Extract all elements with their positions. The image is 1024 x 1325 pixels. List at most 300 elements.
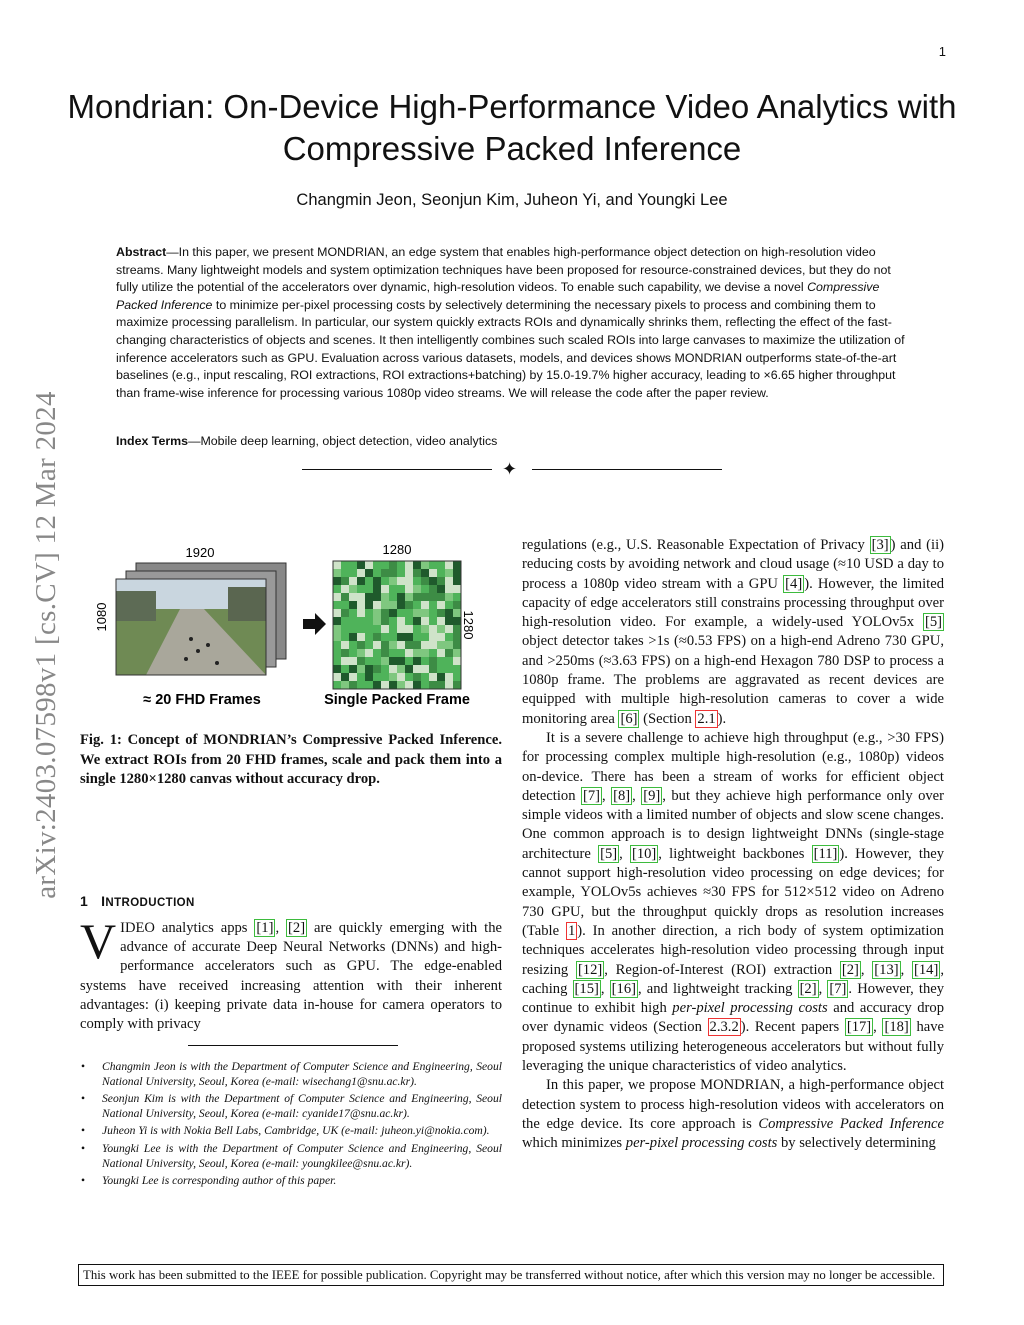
packed-roi-tile: [389, 649, 397, 657]
citation-link[interactable]: [7]: [829, 980, 847, 997]
packed-roi-tile: [389, 561, 397, 569]
packed-roi-tile: [421, 681, 429, 689]
packed-roi-tile: [373, 609, 381, 617]
packed-roi-tile: [453, 665, 461, 673]
packed-roi-tile: [429, 641, 437, 649]
packed-roi-tile: [405, 681, 413, 689]
packed-roi-tile: [341, 561, 349, 569]
body-text: In this paper, we propose M: [546, 1077, 714, 1094]
packed-roi-tile: [333, 577, 341, 585]
packed-roi-tile: [349, 681, 357, 689]
packed-roi-tile: [373, 649, 381, 657]
packed-roi-tile: [373, 633, 381, 641]
packed-roi-tile: [421, 577, 429, 585]
packed-roi-tile: [405, 657, 413, 665]
packed-roi-tile: [397, 569, 405, 577]
packed-roi-tile: [365, 641, 373, 649]
packed-roi-tile: [421, 625, 429, 633]
divider-diamond-icon: ✦: [502, 459, 518, 479]
packed-roi-tile: [429, 665, 437, 673]
packed-roi-tile: [389, 569, 397, 577]
packed-roi-tile: [333, 601, 341, 609]
packed-roi-tile: [333, 585, 341, 593]
packed-roi-tile: [389, 617, 397, 625]
packed-roi-tile: [389, 601, 397, 609]
packed-roi-tile: [357, 577, 365, 585]
citation-link[interactable]: [3]: [871, 537, 889, 553]
packed-roi-tile: [365, 657, 373, 665]
section-title-initial: I: [101, 893, 106, 909]
figure-1: [80, 537, 504, 717]
packed-roi-tile: [381, 649, 389, 657]
abstract-term: Compressive Packed Inference: [116, 280, 880, 312]
abstract-text: to minimize per-pixel processing costs by selectively determining the necessary pixels to process and combining them to maximize processing parallelism. In particular, our system quickly extracts ROIs and dynamically shrinks them, reflecting the effect of the fast-changing characteristics of objects and scenes. It then intelligently combines such scaled ROIs into large canvases to maximize the utilization of inference accelerators such as GPU. Evaluation across various datasets, models, and devices shows M: [116, 297, 905, 365]
packed-roi-tile: [397, 577, 405, 585]
packed-roi-tile: [453, 673, 461, 681]
abstract-text: —In this paper, we present M: [166, 245, 328, 259]
intro-text: are quickly emerging with the advance of accurate Deep Neural Networks (DNNs) and high-performance accelerators such as GPU. The edge-enabled systems have received increasing attention with their inherent advantages: (i) keeping private data in-house for camera operators to comply with privacy: [80, 920, 502, 1033]
body-text: ,: [619, 845, 630, 862]
packed-roi-tile: [437, 649, 445, 657]
citation-link[interactable]: [9]: [643, 787, 661, 804]
packed-roi-tile: [413, 633, 421, 641]
packed-roi-tile: [389, 585, 397, 593]
packed-roi-tile: [381, 577, 389, 585]
section-title-rest: NTRODUCTION: [105, 897, 195, 909]
body-text: , and lightweight tracking: [637, 980, 798, 997]
packed-roi-tile: [445, 561, 453, 569]
packed-roi-tile: [445, 625, 453, 633]
body-text: ,: [601, 787, 612, 804]
packed-roi-tile: [413, 681, 421, 689]
packed-roi-tile: [349, 617, 357, 625]
footnote-rule: [188, 1045, 398, 1046]
packed-roi-tile: [405, 617, 413, 625]
packed-roi-tile: [397, 681, 405, 689]
packed-roi-tile: [437, 617, 445, 625]
packed-roi-tile: [349, 577, 357, 585]
packed-roi-tile: [437, 665, 445, 673]
packed-roi-tile: [413, 657, 421, 665]
packed-roi-tile: [381, 681, 389, 689]
packed-roi-tile: [445, 657, 453, 665]
packed-roi-tile: [373, 641, 381, 649]
packed-roi-tile: [413, 569, 421, 577]
packed-roi-tile: [341, 569, 349, 577]
packed-roi-tile: [405, 633, 413, 641]
packed-roi-tile: [429, 633, 437, 641]
packed-roi-tile: [453, 633, 461, 641]
packed-roi-tile: [445, 577, 453, 585]
arxiv-identifier: arXiv:2403.07598v1 [cs.CV] 12 Mar 2024: [30, 391, 62, 899]
packed-roi-tile: [397, 641, 405, 649]
packed-roi-tile: [405, 585, 413, 593]
packed-roi-tile: [365, 569, 373, 577]
packed-roi-tile: [445, 585, 453, 593]
section-number: 1: [80, 893, 89, 909]
packed-roi-tile: [381, 593, 389, 601]
packed-roi-tile: [405, 577, 413, 585]
packed-roi-tile: [429, 625, 437, 633]
packed-roi-tile: [437, 625, 445, 633]
packed-roi-tile: [349, 625, 357, 633]
packed-roi-tile: [341, 641, 349, 649]
body-text: and accuracy drop over dynamic videos (Section: [522, 1000, 944, 1036]
body-text: by selectively determining: [777, 1135, 936, 1152]
intro-first-word: IDEO: [120, 920, 155, 936]
packed-roi-tile: [389, 657, 397, 665]
citation-link[interactable]: [18]: [884, 1019, 909, 1036]
body-text: ,: [873, 1019, 883, 1036]
arrow-right-icon: [303, 613, 326, 635]
packed-roi-tile: [349, 593, 357, 601]
packed-roi-tile: [405, 625, 413, 633]
packed-roi-tile: [373, 593, 381, 601]
packed-roi-tile: [453, 577, 461, 585]
packed-roi-tile: [453, 593, 461, 601]
section-link[interactable]: 2.1: [697, 710, 716, 727]
footnote-item: • Youngki Lee is corresponding author of this paper.: [80, 1174, 502, 1189]
packed-roi-tile: [389, 673, 397, 681]
abstract-label: Abstract: [116, 245, 167, 259]
system-name: ONDRIAN: [684, 350, 743, 365]
packed-roi-tile: [413, 617, 421, 625]
packed-roi-tile: [389, 593, 397, 601]
packed-roi-tile: [381, 561, 389, 569]
packed-roi-tile: [381, 665, 389, 673]
packed-roi-tile: [421, 649, 429, 657]
packed-roi-tile: [453, 609, 461, 617]
author-list: Changmin Jeon, Seonjun Kim, Juheon Yi, and Youngki Lee: [296, 191, 728, 209]
packed-roi-tile: [445, 633, 453, 641]
packed-roi-tile: [421, 601, 429, 609]
packed-roi-tile: [453, 649, 461, 657]
body-text: ,: [818, 980, 828, 997]
packed-roi-tile: [405, 601, 413, 609]
packed-roi-tile: [429, 585, 437, 593]
packed-roi-tile: [421, 633, 429, 641]
packed-roi-tile: [333, 673, 341, 681]
packed-roi-tile: [373, 569, 381, 577]
body-text: ,: [632, 787, 642, 804]
packed-roi-tile: [421, 609, 429, 617]
right-width-label: 1280: [382, 542, 412, 557]
packed-roi-tile: [381, 609, 389, 617]
packed-roi-tile: [365, 593, 373, 601]
packed-roi-tile: [373, 625, 381, 633]
packed-roi-tile: [437, 641, 445, 649]
system-name: ONDRIAN: [713, 1077, 781, 1094]
packed-roi-tile: [429, 609, 437, 617]
packed-roi-tile: [333, 681, 341, 689]
packed-roi-tile: [413, 649, 421, 657]
packed-roi-tile: [397, 585, 405, 593]
packed-roi-tile: [437, 585, 445, 593]
packed-roi-tile: [413, 601, 421, 609]
citation-link[interactable]: [12]: [577, 961, 603, 978]
left-width-label: 1920: [185, 545, 215, 560]
system-name: ONDRIAN: [217, 732, 287, 748]
packed-roi-tile: [349, 569, 357, 577]
section-link[interactable]: 2.3.2: [709, 1019, 739, 1036]
packed-roi-tile: [421, 561, 429, 569]
packed-roi-tile: [381, 633, 389, 641]
body-text: , but they achieve high performance only over simple videos with a limited number of objects and slow scene changes. One common approach is to design lightweight DNNs (single-stage architecture: [522, 787, 945, 862]
packed-roi-tile: [445, 665, 453, 673]
packed-roi-tile: [365, 577, 373, 585]
packed-roi-tile: [333, 609, 341, 617]
packed-roi-tile: [349, 609, 357, 617]
packed-roi-tile: [341, 673, 349, 681]
packed-roi-tile: [365, 561, 373, 569]
packed-roi-tile: [333, 617, 341, 625]
packed-roi-tile: [349, 649, 357, 657]
packed-roi-tile: [365, 617, 373, 625]
packed-roi-tile: [413, 609, 421, 617]
packed-roi-tile: [373, 657, 381, 665]
packed-roi-tile: [421, 569, 429, 577]
packed-roi-tile: [349, 561, 357, 569]
citation-link[interactable]: [8]: [613, 787, 631, 804]
packed-roi-tile: [413, 673, 421, 681]
packed-roi-tile: [445, 609, 453, 617]
body-paragraph: [522, 1076, 944, 1153]
packed-roi-tile: [421, 585, 429, 593]
abstract: [116, 244, 916, 402]
body-text: regulations (e.g., U.S. Reasonable Expectation of Privacy: [522, 537, 870, 553]
body-text: ). Recent papers: [740, 1019, 845, 1036]
packed-frame: [333, 561, 461, 689]
packed-roi-tile: [333, 633, 341, 641]
citation-link[interactable]: [2]: [799, 980, 817, 997]
packed-roi-tile: [445, 673, 453, 681]
packed-roi-tile: [365, 681, 373, 689]
packed-roi-tile: [381, 657, 389, 665]
packed-roi-tile: [429, 577, 437, 585]
packed-roi-tile: [437, 601, 445, 609]
packed-roi-tile: [365, 649, 373, 657]
packed-roi-tile: [397, 673, 405, 681]
citation-link[interactable]: [16]: [611, 980, 636, 997]
packed-roi-tile: [357, 633, 365, 641]
body-text: , Region-of-Interest (ROI) extraction: [604, 961, 840, 978]
packed-roi-tile: [357, 673, 365, 681]
packed-roi-tile: [373, 585, 381, 593]
stacked-frame-front: [116, 579, 266, 675]
packed-roi-tile: [341, 593, 349, 601]
packed-roi-tile: [397, 561, 405, 569]
packed-roi-tile: [405, 673, 413, 681]
packed-roi-tile: [421, 673, 429, 681]
citation-link[interactable]: [5]: [924, 614, 942, 631]
packed-roi-tile: [357, 601, 365, 609]
packed-roi-tile: [357, 609, 365, 617]
packed-roi-tile: [357, 585, 365, 593]
packed-roi-tile: [437, 681, 445, 689]
packed-roi-tile: [405, 665, 413, 673]
body-text: object detector takes >1s (≈0.53 FPS) on a high-end Adreno 730 GPU, and >250ms (≈3.63 FPS) on a high-end Hexagon 780 DSP to process a 1080p frame. The problems are aggravated as recent devices are equipped with multiple high-resolution cameras to cover a wide monitoring area: [522, 633, 944, 727]
citation-link[interactable]: [2]: [841, 961, 859, 978]
packed-roi-tile: [421, 657, 429, 665]
right-column: [522, 536, 944, 1154]
packed-roi-tile: [365, 633, 373, 641]
packed-roi-tile: [429, 601, 437, 609]
packed-roi-tile: [389, 577, 397, 585]
packed-roi-tile: [429, 681, 437, 689]
packed-roi-tile: [405, 649, 413, 657]
footnote-item: • Changmin Jeon is with the Department of Computer Science and Engineering, Seoul National University, Seoul, Korea (e-mail: wisechang1@snu.ac.kr).: [80, 1060, 502, 1089]
citation-link[interactable]: [17]: [846, 1019, 872, 1036]
packed-roi-tile: [349, 585, 357, 593]
citation-link[interactable]: [5]: [600, 845, 618, 862]
packed-roi-tile: [341, 617, 349, 625]
packed-roi-tile: [397, 617, 405, 625]
citation-link[interactable]: [14]: [914, 961, 939, 978]
packed-roi-tile: [349, 641, 357, 649]
body-text: . However, they continue to exhibit high: [522, 980, 945, 1017]
packed-roi-tile: [453, 617, 461, 625]
packed-roi-tile: [333, 657, 341, 665]
packed-roi-tile: [421, 641, 429, 649]
frame-stack: [116, 563, 286, 675]
figure-caption: [80, 731, 502, 790]
body-text: ). However, the limited capacity of edge accelerators still constrains processing throughput over high-resolution video. For example, a widely-used YOLOv5x: [522, 575, 944, 631]
packed-roi-tile: [373, 561, 381, 569]
packed-roi-tile: [429, 561, 437, 569]
packed-roi-tile: [453, 657, 461, 665]
packed-roi-tile: [349, 633, 357, 641]
packed-roi-tile: [445, 681, 453, 689]
citation-link[interactable]: [7]: [582, 787, 600, 804]
packed-roi-tile: [413, 577, 421, 585]
packed-roi-tile: [381, 673, 389, 681]
packed-roi-tile: [445, 569, 453, 577]
intro-text: ,: [275, 920, 287, 936]
citation-link[interactable]: [15]: [574, 980, 599, 997]
paper-title: Mondrian: On-Device High-Performance Video Analytics with Compressive Packed Inference: [67, 88, 957, 167]
intro-text: analytics apps: [154, 920, 255, 936]
packed-roi-tile: [365, 665, 373, 673]
packed-roi-tile: [365, 609, 373, 617]
packed-roi-tile: [381, 601, 389, 609]
packed-roi-tile: [333, 649, 341, 657]
body-text: , caching: [522, 961, 944, 997]
packed-roi-tile: [341, 681, 349, 689]
packed-roi-tile: [341, 657, 349, 665]
packed-roi-tile: [437, 673, 445, 681]
packed-roi-tile: [413, 561, 421, 569]
packed-roi-tile: [357, 641, 365, 649]
packed-roi-tile: [397, 657, 405, 665]
packed-roi-tile: [381, 585, 389, 593]
packed-roi-tile: [389, 665, 397, 673]
packed-roi-tile: [405, 609, 413, 617]
packed-roi-tile: [397, 649, 405, 657]
citation-link[interactable]: [13]: [874, 961, 899, 978]
left-caption: ≈ 20 FHD Frames: [143, 692, 261, 708]
index-terms-label: Index Terms: [116, 434, 189, 448]
footnote-item: • Juheon Yi is with Nokia Bell Labs, Cambridge, UK (e-mail: juheon.yi@nokia.com).: [80, 1124, 502, 1139]
packed-roi-tile: [413, 625, 421, 633]
packed-roi-tile: [333, 665, 341, 673]
body-text: ,: [600, 980, 610, 997]
packed-roi-tile: [341, 649, 349, 657]
packed-roi-tile: [397, 593, 405, 601]
packed-roi-tile: [349, 657, 357, 665]
packed-roi-tile: [381, 617, 389, 625]
body-text: have proposed systems utilizing heterogeneous accelerators but without fully leveraging the unique characteristics of video analytics.: [522, 1019, 945, 1075]
packed-roi-tile: [389, 681, 397, 689]
citation-link[interactable]: [1]: [256, 920, 274, 936]
packed-roi-tile: [381, 641, 389, 649]
packed-roi-tile: [357, 561, 365, 569]
packed-roi-tile: [357, 617, 365, 625]
packed-roi-tile: [413, 585, 421, 593]
packed-roi-tile: [373, 665, 381, 673]
packed-roi-tile: [341, 577, 349, 585]
packed-roi-tile: [365, 625, 373, 633]
citation-link[interactable]: [6]: [620, 710, 638, 727]
packed-roi-tile: [397, 625, 405, 633]
citation-link[interactable]: [2]: [288, 920, 306, 936]
table-link[interactable]: 1: [567, 922, 576, 939]
caption-text: ’s Compressive Packed Inference. We extract ROIs from 20 FHD frames, scale and pack them into a single 1280×1280 canvas without accuracy drop.: [80, 732, 502, 788]
packed-roi-tile: [429, 673, 437, 681]
packed-roi-tile: [357, 665, 365, 673]
packed-roi-tile: [349, 601, 357, 609]
emphasis-text: per-pixel processing costs: [672, 1000, 828, 1017]
packed-roi-tile: [445, 649, 453, 657]
body-paragraph: [522, 536, 944, 729]
packed-roi-tile: [373, 681, 381, 689]
abstract-text: , an edge system that enables high-performance object detection on high-resolution video streams. Many lightweight models and system optimization techniques have been proposed for resource-constrained devices, but they do not fully utilize the potential of the accelerators over dynamic, high-resolution videos. To enable such capability, we devise a novel: [116, 245, 891, 295]
body-text: It is a severe challenge to achieve high throughput (e.g., >30 FPS) for processing complex multiple high-resolution (e.g., 1080p) videos on-device. There has been a stream of works for efficient object detection: [522, 729, 944, 804]
packed-roi-tile: [357, 681, 365, 689]
citation-link[interactable]: [11]: [813, 845, 838, 862]
packed-roi-tile: [445, 641, 453, 649]
packed-roi-tile: [429, 617, 437, 625]
packed-roi-tile: [429, 657, 437, 665]
packed-roi-tile: [381, 625, 389, 633]
citation-link[interactable]: [4]: [785, 575, 803, 592]
body-text: ) and (ii) reducing costs by avoiding network and cloud usage (≈10 USD a day to process a 1080p video stream with a GPU: [522, 537, 944, 592]
packed-roi-tile: [357, 625, 365, 633]
index-terms: [116, 434, 916, 448]
packed-roi-tile: [453, 681, 461, 689]
packed-roi-tile: [373, 577, 381, 585]
citation-link[interactable]: [10]: [631, 845, 657, 862]
body-text: ,: [900, 961, 913, 978]
packed-roi-tile: [445, 593, 453, 601]
packed-roi-tile: [445, 617, 453, 625]
abstract-text: outperforms state-of-the-art baselines (e.g., input rescaling, ROI extractions, ROI extractions+batching) by 15.0-19.7% higher accuracy, leading to ×6.65 higher throughput than frame-wise inference for processing various 1080p video streams. We will release the code after the paper review.: [116, 350, 897, 400]
packed-roi-tile: [453, 569, 461, 577]
packed-roi-tile: [357, 649, 365, 657]
packed-roi-tile: [357, 593, 365, 601]
packed-roi-tile: [373, 601, 381, 609]
page-number: 1: [938, 44, 946, 59]
packed-roi-tile: [341, 601, 349, 609]
packed-roi-tile: [341, 665, 349, 673]
packed-roi-tile: [341, 625, 349, 633]
packed-roi-tile: [453, 585, 461, 593]
packed-roi-tile: [397, 609, 405, 617]
packed-roi-tile: [349, 673, 357, 681]
packed-roi-tile: [405, 569, 413, 577]
left-height-label: 1080: [94, 602, 109, 632]
body-text: ,: [860, 961, 873, 978]
packed-roi-tile: [341, 609, 349, 617]
